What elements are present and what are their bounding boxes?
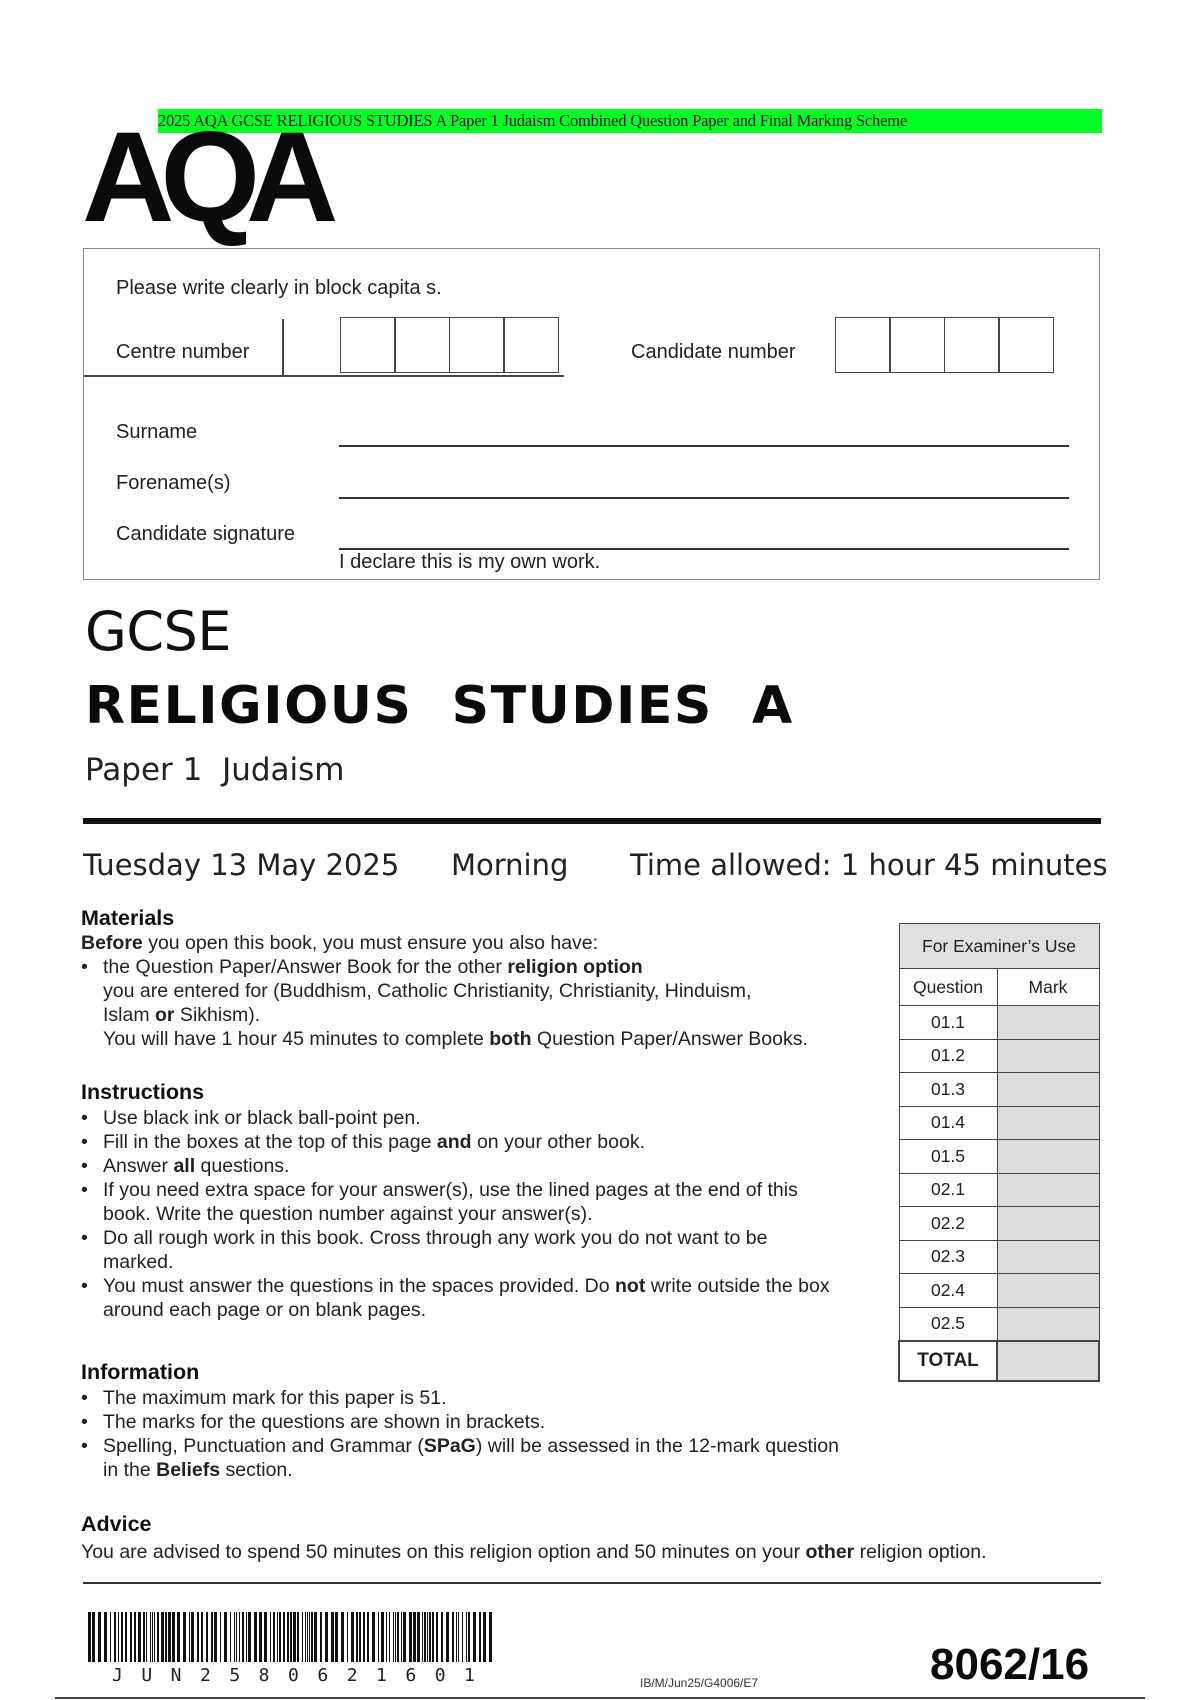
table-row (899, 1240, 1099, 1274)
list-item: • The marks for the questions are shown in brackets. (81, 1410, 841, 1434)
barcode-bar (146, 1612, 147, 1662)
declaration-text: I declare this is my own work. (339, 551, 601, 573)
barcode-bar (211, 1612, 213, 1662)
barcode-bar (325, 1612, 328, 1662)
mark-cell[interactable] (997, 1240, 1099, 1274)
subject-title: RELIGIOUS STUDIES A (85, 676, 794, 736)
barcode-bar (314, 1612, 317, 1662)
barcode-bar (367, 1612, 369, 1662)
barcode-bar (397, 1612, 399, 1662)
barcode-bar (242, 1612, 244, 1662)
barcode-bar (165, 1612, 167, 1662)
barcode-bar (372, 1612, 375, 1662)
block-capitals-instruction: Please write clearly in block capita s. (116, 277, 442, 299)
mark-cell[interactable] (997, 1140, 1099, 1174)
table-row (899, 1140, 1099, 1174)
time-allowed: Time allowed: 1 hour 45 minutes (630, 848, 1108, 882)
barcode-bar (143, 1612, 145, 1662)
barcode-bar (134, 1612, 136, 1662)
qualification-level: GCSE (85, 600, 231, 663)
barcode-bar (130, 1612, 132, 1662)
barcode-bar (114, 1612, 116, 1662)
barcode-bar (201, 1612, 203, 1662)
table-row (899, 1006, 1099, 1040)
question-number: 01.1 (899, 1006, 997, 1040)
mark-cell[interactable] (997, 1006, 1099, 1040)
candidate-digit-box[interactable] (998, 317, 1054, 373)
centre-number-boxes (341, 317, 559, 373)
barcode-bar (183, 1612, 186, 1662)
list-item: • Fill in the boxes at the top of this page and on your other book. (81, 1130, 841, 1154)
signature-label: Candidate signature (116, 523, 296, 545)
barcode-bar (287, 1612, 289, 1662)
barcode-bar (305, 1612, 306, 1662)
barcode-bar (152, 1612, 153, 1662)
barcode-bar (351, 1612, 354, 1662)
advice-heading: Advice (81, 1512, 152, 1536)
barcode-bar (297, 1612, 299, 1662)
barcode-bar (479, 1612, 481, 1662)
paper-code: 8062/16 (930, 1640, 1090, 1689)
barcode-bar (157, 1612, 159, 1662)
advice-text: You are advised to spend 50 minutes on this religion option and 50 minutes on your other religion option. (81, 1541, 987, 1563)
aqa-logo: AQA (82, 106, 325, 249)
barcode-bar (302, 1612, 303, 1662)
barcode-bar (273, 1612, 275, 1662)
centre-number-divider (282, 319, 284, 377)
list-item: • Use black ink or black ball-point pen. (81, 1106, 841, 1130)
barcode-bar (150, 1612, 151, 1662)
exam-date: Tuesday 13 May 2025 (83, 848, 400, 882)
examiner-use-title: For Examiner’s Use (899, 924, 1099, 969)
examiner-use-table (898, 923, 1100, 1382)
barcode-bar (363, 1612, 365, 1662)
barcode-bar (320, 1612, 322, 1662)
question-number: 02.3 (899, 1240, 997, 1274)
question-number: 01.5 (899, 1140, 997, 1174)
materials-section: Before you open this book, you must ensure you also have: • the Question Paper/Answer Book for the other religion option you are entered for (Buddhism, Catholic Christianity, Christianity, Hinduism, Islam or Sikhism). You will have 1 hour 45 minutes to complete both Question Paper/Answer Books. (81, 931, 881, 1051)
forenames-label: Forename(s) (116, 472, 231, 494)
table-row (899, 1073, 1099, 1107)
barcode-bar (236, 1612, 237, 1662)
candidate-digit-box[interactable] (889, 317, 945, 373)
barcode-bar (264, 1612, 267, 1662)
barcode-bar (110, 1612, 111, 1662)
barcode-bar (125, 1612, 127, 1662)
barcode-bar (424, 1612, 426, 1662)
mark-cell[interactable] (997, 1073, 1099, 1107)
barcode-bar (311, 1612, 313, 1662)
question-number: 02.5 (899, 1307, 997, 1341)
barcode-bar (138, 1612, 141, 1662)
surname-label: Surname (116, 421, 198, 443)
table-row (899, 1039, 1099, 1073)
candidate-number-boxes (836, 317, 1054, 373)
centre-digit-box[interactable] (503, 317, 559, 373)
barcode-bar (436, 1612, 438, 1662)
barcode-bar (104, 1612, 107, 1662)
barcode-bar (177, 1612, 180, 1662)
paper-title: Paper 1 Judaism (85, 752, 345, 788)
barcode-bar (220, 1612, 221, 1662)
list-item: • the Question Paper/Answer Book for the other religion option you are entered for (Buddhism, Catholic Christianity, Christianity, Hinduism, Islam or Sikhism). You will have 1 hour 45 minutes to complete both Question Paper/Answer Books. (81, 955, 881, 1051)
mark-cell[interactable] (997, 1173, 1099, 1207)
barcode-bar (279, 1612, 281, 1662)
barcode-bar (452, 1612, 454, 1662)
list-item: • You must answer the questions in the spaces provided. Do not write outside the box around each page or on blank pages. (81, 1274, 841, 1322)
candidate-number-label: Candidate number (631, 341, 796, 363)
barcode-bar (197, 1612, 199, 1662)
barcode-bar (356, 1612, 358, 1662)
total-mark-cell[interactable] (997, 1341, 1099, 1381)
barcode-bar (441, 1612, 443, 1662)
centre-number-label: Centre number (116, 341, 250, 363)
barcode-bar (92, 1612, 95, 1662)
centre-digit-box[interactable] (394, 317, 450, 373)
barcode-bar (335, 1612, 338, 1662)
barcode-bar (248, 1612, 251, 1662)
list-item: • Spelling, Punctuation and Grammar (SPaG) will be assessed in the 12-mark question in the Beliefs section. (81, 1434, 841, 1482)
surname-field[interactable] (339, 445, 1069, 447)
table-row (899, 1106, 1099, 1140)
question-number: 02.1 (899, 1173, 997, 1207)
barcode-bar (386, 1612, 387, 1662)
centre-digit-box[interactable] (340, 317, 396, 373)
list-item: • Do all rough work in this book. Cross through any work you do not want to be marked. (81, 1226, 841, 1274)
barcode-bar (230, 1612, 231, 1662)
barcode-bar (417, 1612, 420, 1662)
barcode-bar (468, 1612, 470, 1662)
list-item: • The maximum mark for this paper is 51. (81, 1386, 841, 1410)
footer-rule (83, 1582, 1101, 1584)
instructions-section (81, 1106, 841, 1322)
table-row (899, 1307, 1099, 1341)
barcode-bar (341, 1612, 344, 1662)
barcode-bar (270, 1612, 271, 1662)
barcode-bar (466, 1612, 467, 1662)
barcode-bar (224, 1612, 227, 1662)
information-heading: Information (81, 1360, 200, 1384)
barcode-bar (214, 1612, 217, 1662)
barcode-bar (446, 1612, 449, 1662)
candidate-digit-box[interactable] (944, 317, 1000, 373)
barcode-bar (403, 1612, 406, 1662)
barcode-bar (393, 1612, 394, 1662)
materials-heading: Materials (81, 906, 175, 930)
barcode-bar (191, 1612, 194, 1662)
barcode-bar (259, 1612, 262, 1662)
mark-cell[interactable] (997, 1307, 1099, 1341)
barcode-bar (98, 1612, 101, 1662)
barcode-bar (432, 1612, 434, 1662)
barcode-bar (458, 1612, 459, 1662)
instructions-heading: Instructions (81, 1080, 205, 1104)
question-number: 01.3 (899, 1073, 997, 1107)
table-row (899, 1274, 1099, 1308)
question-number: 01.2 (899, 1039, 997, 1073)
barcode-bar (293, 1612, 296, 1662)
highlight-banner: 2025 AQA GCSE RELIGIOUS STUDIES A Paper 1 Judaism Combined Question Paper and Final Marking Scheme (158, 109, 1102, 133)
barcode-bar (483, 1612, 486, 1662)
page-bottom-rule (55, 1697, 1145, 1699)
barcode (88, 1612, 498, 1662)
barcode-bar (347, 1612, 348, 1662)
barcode-bar (254, 1612, 257, 1662)
barcode-bar (429, 1612, 431, 1662)
table-row (899, 1207, 1099, 1241)
barcode-bar (381, 1612, 384, 1662)
barcode-bar (456, 1612, 457, 1662)
barcode-bar (277, 1612, 278, 1662)
barcode-bar (401, 1612, 402, 1662)
table-row (899, 1173, 1099, 1207)
barcode-bar (378, 1612, 379, 1662)
question-number: 02.4 (899, 1274, 997, 1308)
barcode-bar (189, 1612, 190, 1662)
mark-column-header: Mark (997, 969, 1099, 1006)
barcode-bar (413, 1612, 416, 1662)
barcode-bar (489, 1612, 492, 1662)
barcode-bar (389, 1612, 390, 1662)
barcode-bar (161, 1612, 164, 1662)
barcode-digits: JUN2580621601 (112, 1665, 494, 1686)
barcode-bar (154, 1612, 155, 1662)
barcode-bar (359, 1612, 361, 1662)
mark-cell[interactable] (997, 1274, 1099, 1308)
total-label: TOTAL (899, 1341, 997, 1381)
barcode-bar (422, 1612, 423, 1662)
barcode-bar (427, 1612, 428, 1662)
question-column-header: Question (899, 969, 997, 1006)
question-number: 02.2 (899, 1207, 997, 1241)
total-row (899, 1341, 1099, 1381)
mark-cell[interactable] (997, 1106, 1099, 1140)
barcode-bar (246, 1612, 247, 1662)
barcode-bar (118, 1612, 119, 1662)
list-item: • If you need extra space for your answer(s), use the lined pages at the end of this book. Write the question number against your answer(s). (81, 1178, 841, 1226)
candidate-details-box (83, 248, 1100, 580)
mark-cell[interactable] (997, 1039, 1099, 1073)
title-rule (83, 818, 1101, 824)
barcode-bar (290, 1612, 292, 1662)
barcode-bar (206, 1612, 208, 1662)
barcode-bar (331, 1612, 334, 1662)
barcode-bar (309, 1612, 310, 1662)
list-item: • Answer all questions. (81, 1154, 841, 1178)
reference-code: IB/M/Jun25/G4006/E7 (640, 1676, 759, 1690)
mark-cell[interactable] (997, 1207, 1099, 1241)
barcode-bar (239, 1612, 240, 1662)
barcode-bar (88, 1612, 91, 1662)
barcode-bar (168, 1612, 171, 1662)
barcode-bar (395, 1612, 396, 1662)
centre-digit-box[interactable] (449, 317, 505, 373)
candidate-digit-box[interactable] (835, 317, 891, 373)
barcode-bar (409, 1612, 412, 1662)
barcode-bar (283, 1612, 285, 1662)
forenames-field[interactable] (339, 497, 1069, 499)
barcode-bar (121, 1612, 123, 1662)
information-section (81, 1386, 841, 1482)
question-number: 01.4 (899, 1106, 997, 1140)
barcode-bar (473, 1612, 476, 1662)
barcode-bar (172, 1612, 175, 1662)
barcode-bar (307, 1612, 308, 1662)
signature-field[interactable] (339, 548, 1069, 550)
barcode-bar (234, 1612, 235, 1662)
barcode-bar (462, 1612, 463, 1662)
box-divider (84, 375, 564, 377)
exam-session: Morning (451, 848, 569, 882)
